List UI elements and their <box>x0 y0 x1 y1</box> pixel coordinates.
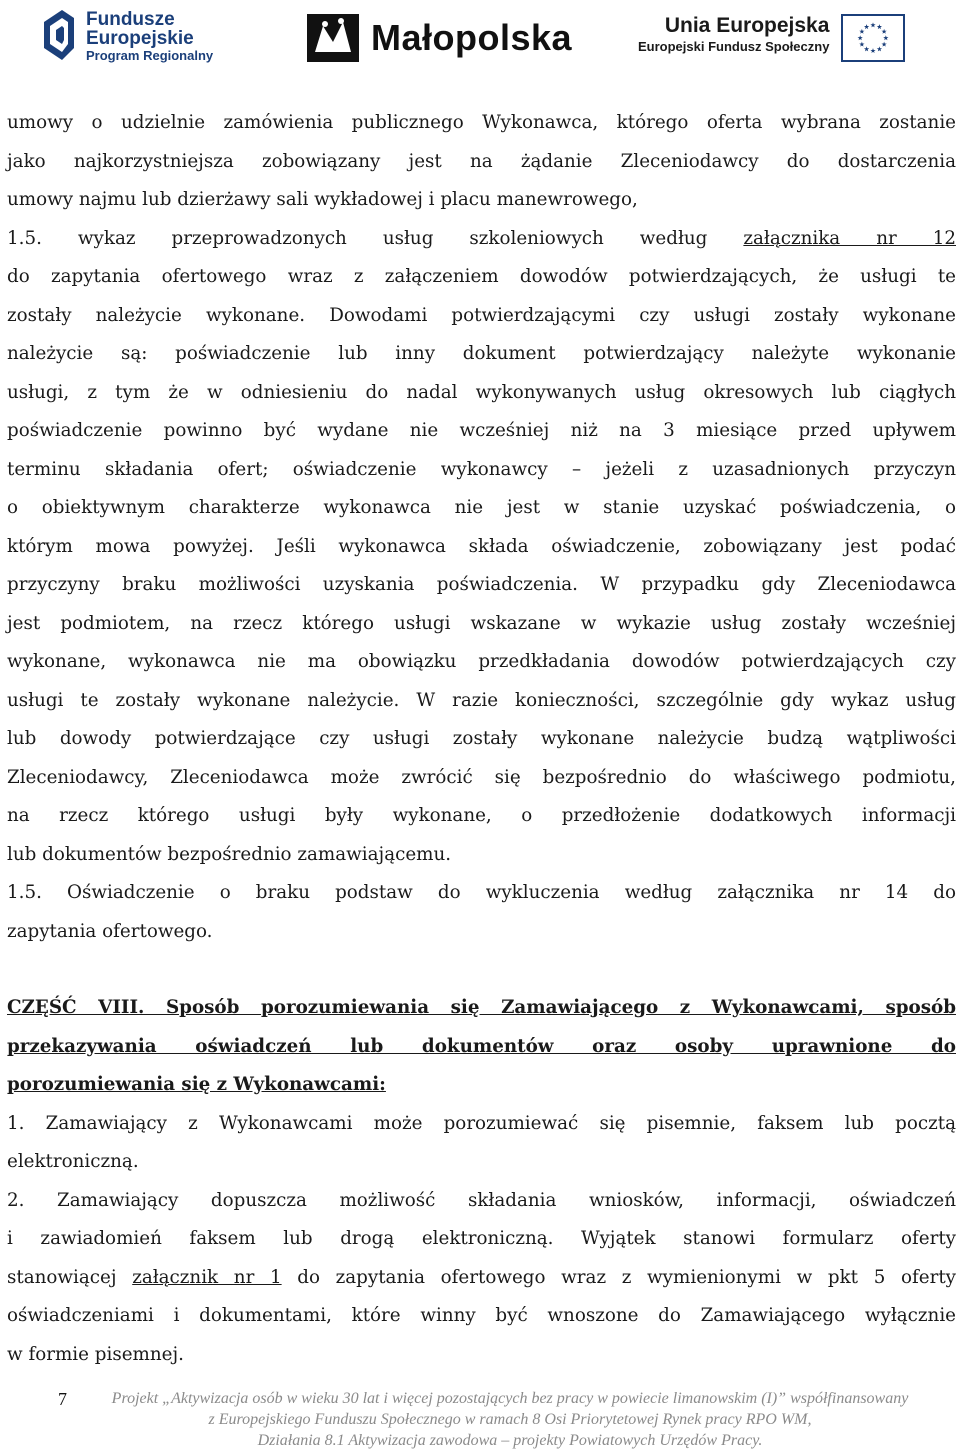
text-line: wykonane, wykonawca nie ma obowiązku przedkładania dowodów potwierdzających czy <box>7 651 956 672</box>
footer-line1: Projekt „Aktywizacja osób w wieku 30 lat i więcej pozostających bez pracy w powiecie limanowskim (I)” współfinansowany <box>111 1390 909 1407</box>
eu-star <box>884 35 889 40</box>
text-line: należycie są: poświadczenie lub inny dokument potwierdzający należyte wykonanie <box>7 343 956 364</box>
eu-star <box>860 29 865 34</box>
text-line <box>7 1259 956 1298</box>
page-header <box>0 0 960 82</box>
text-line: 1.5. Oświadczenie o braku podstaw do wykluczenia według załącznika nr 14 do <box>7 882 956 903</box>
malopolska-wordmark: Małopolska <box>371 17 573 58</box>
section-heading: CZĘŚĆ VIII. Sposób porozumiewania się Zamawiającego z Wykonawcami, sposób <box>7 997 956 1018</box>
ue-line2: Europejski Fundusz Społeczny <box>638 39 830 54</box>
text-line: 2. Zamawiający dopuszcza możliwość składania wniosków, informacji, oświadczeń <box>7 1189 956 1211</box>
text-line: lub dowody potwierdzające czy usługi zostały wykonane należycie budzą wątpliwości <box>7 728 956 749</box>
text-line: o obiektywnym charakterze wykonawca nie jest w stanie uzyskać poświadczenia, o <box>7 497 956 518</box>
text-line: elektroniczną. <box>7 1151 139 1172</box>
text-line: jest podmiotem, na rzecz którego usługi wskazane w wykazie usług zostały wcześniej <box>7 612 956 634</box>
eu-star <box>882 42 887 47</box>
text-line: lub dokumentów bezpośrednio zamawiającemu. <box>7 843 452 865</box>
fundusze-europejskie-logo <box>40 8 213 68</box>
eu-star <box>877 24 882 29</box>
item-label: 1.5. wykaz przeprowadzonych usług szkoleniowych według <box>7 227 744 249</box>
text-line: zostały należycie wykonane. Dowodami potwierdzającymi czy usługi zostały wykonane <box>7 304 956 326</box>
text-line: terminu składania ofert; oświadczenie wykonawcy – jeżeli z uzasadnionych przyczyn <box>7 458 956 480</box>
document-body <box>7 104 956 1374</box>
text-line: poświadczenie powinno być wydane nie wcześniej niż na 3 miesiące przed upływem <box>7 420 956 441</box>
text-line: 1. Zamawiający z Wykonawcami może porozumiewać się pisemnie, faksem lub pocztą <box>7 1112 956 1134</box>
text-line: do zapytania ofertowego wraz z załączeniem dowodów potwierdzających, że usługi te <box>7 266 956 287</box>
eu-star <box>864 46 869 51</box>
text-line: na rzecz którego usługi były wykonane, o przedłożenie dodatkowych informacji <box>7 805 956 826</box>
page-number: 7 <box>58 1389 67 1409</box>
eu-star <box>864 24 869 29</box>
eu-star <box>858 35 863 40</box>
eu-flag-icon <box>841 14 905 62</box>
eu-star <box>882 29 887 34</box>
text-line: i zawiadomień faksem lub drogą elektroniczną. Wyjątek stanowi formularz oferty <box>7 1228 956 1249</box>
text-line: jako najkorzystniejsza zobowiązany jest na żądanie Zleceniodawcy do dostarczenia <box>7 150 956 172</box>
text-fragment: stanowiącej <box>7 1266 133 1288</box>
fe-line3: Program Regionalny <box>86 48 214 63</box>
text-line: oświadczeniami i dokumentami, które winny być wnoszone do Zamawiającego wyłącznie <box>7 1305 956 1326</box>
attachment-1-reference: załącznik nr 1 <box>132 1266 282 1288</box>
text-line: usługi, z tym że w odniesieniu do nadal wykonywanych usług okresowych lub ciągłych <box>7 381 956 403</box>
text-line: usługi te zostały wykonane należycie. W razie konieczności, szczególnie gdy wykaz usług <box>7 689 956 711</box>
fe-line2: Europejskie <box>86 28 194 49</box>
text-line: przyczyny braku możliwości uzyskania poświadczenia. W przypadku gdy Zleceniodawca <box>7 574 956 595</box>
eu-star <box>877 46 882 51</box>
text-line <box>7 220 956 259</box>
fe-line1: Fundusze <box>86 9 175 30</box>
malopolska-crest-icon <box>305 12 361 64</box>
eu-star <box>871 48 876 53</box>
footer <box>60 1388 960 1451</box>
footer-line2: z Europejskiego Funduszu Społecznego w ramach 8 Osi Priorytetowej Rynek pracy RPO WM, <box>208 1411 812 1428</box>
section-heading: przekazywania oświadczeń lub dokumentów oraz osoby uprawnione do <box>7 1035 956 1057</box>
eu-star <box>860 42 865 47</box>
eu-star <box>871 22 876 27</box>
malopolska-logo <box>305 12 572 64</box>
fundusze-europejskie-mark-icon <box>40 8 78 68</box>
text-line: umowy o udzielnie zamówienia publicznego Wykonawca, którego oferta wybrana zostanie <box>7 112 956 133</box>
attachment-12-reference: załącznika nr 12 <box>743 227 956 249</box>
text-line: którym mowa powyżej. Jeśli wykonawca składa oświadczenie, zobowiązany jest podać <box>7 535 956 557</box>
unia-europejska-logo <box>638 14 905 62</box>
text-line: zapytania ofertowego. <box>7 920 213 942</box>
section-heading: porozumiewania się z Wykonawcami: <box>7 1074 386 1095</box>
text-line: Zleceniodawcy, Zleceniodawca może zwrócić się bezpośrednio do właściwego podmiotu, <box>7 766 956 788</box>
text-line: w formie pisemnej. <box>7 1343 184 1365</box>
text-fragment: do zapytania ofertowego wraz z wymienionymi w pkt 5 oferty <box>281 1266 956 1288</box>
text-line: umowy najmu lub dzierżawy sali wykładowej i placu manewrowego, <box>7 189 638 210</box>
footer-line3: Działania 8.1 Aktywizacja zawodowa – projekty Powiatowych Urzędów Pracy. <box>257 1432 763 1449</box>
ue-line1: Unia Europejska <box>664 14 830 37</box>
